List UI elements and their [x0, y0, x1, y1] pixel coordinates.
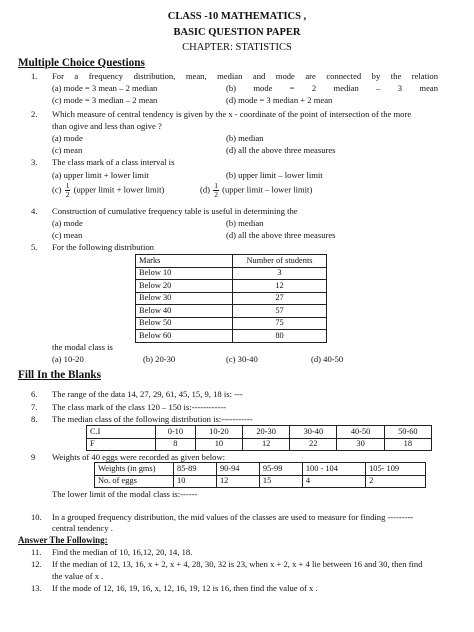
one-half-fraction: $\frac{1}{2}$ — [214, 181, 218, 199]
q3-option-b: (b) upper limit – lower limit — [226, 170, 323, 180]
table-cell: Below 20 — [136, 280, 233, 293]
table-cell: 40-50 — [337, 426, 384, 439]
q1-text: For a frequency distribution, mean, median and mode are connected by the relation — [52, 71, 438, 81]
table-cell: 30 — [337, 438, 384, 451]
table-header: Marks — [136, 255, 233, 268]
q10-text-line1: In a grouped frequency distribution, the mid values of the classes are used to measure for finding --------- — [52, 512, 414, 522]
q11-number: 11. — [31, 547, 42, 557]
table-cell: 10 — [195, 438, 242, 451]
q12-number: 12. — [31, 559, 42, 569]
q5-option-b: (b) 20-30 — [143, 354, 176, 364]
table-cell: 105- 109 — [366, 463, 426, 476]
one-half-fraction: $\frac{1}{2}$ — [65, 181, 70, 199]
q4-option-a: (a) mode — [52, 218, 83, 228]
q5-option-a: (a) 10-20 — [52, 354, 84, 364]
table-cell: Below 30 — [136, 292, 233, 305]
q11-text: Find the median of 10, 16,12, 20, 14, 18. — [52, 547, 193, 557]
table-cell: 0-10 — [156, 426, 196, 439]
table-row — [136, 317, 327, 330]
table-row — [136, 330, 327, 343]
table-cell: Weights (in gms) — [95, 463, 174, 476]
marks-table — [135, 254, 327, 343]
q4-option-d: (d) all the above three measures — [226, 230, 336, 240]
q1-option-b: (b) mode = 2 median – 3 mean — [226, 83, 438, 93]
q9-after-text: The lower limit of the modal class is:------ — [52, 489, 198, 499]
table-header: Number of students — [233, 255, 327, 268]
q5-option-d: (d) 40-50 — [311, 354, 344, 364]
q12-text-line2: the value of x . — [52, 571, 104, 581]
table-row — [136, 267, 327, 280]
q7-number: 7. — [31, 402, 38, 412]
q2-text-line1: Which measure of central tendency is given by the x - coordinate of the point of intersection of the more — [52, 109, 412, 119]
q1-option-c: (c) mode = 3 median – 2 mean — [52, 95, 158, 105]
q2-option-d: (d) all the above three measures — [226, 145, 336, 155]
table-row — [87, 426, 432, 439]
answer-heading: Answer The Following: — [18, 535, 108, 545]
q2-text-line2: than ogive and less than ogive ? — [52, 121, 162, 131]
q1-number: 1. — [31, 71, 38, 81]
q2-option-c: (c) mean — [52, 145, 83, 155]
q3-option-d-text: (upper limit – lower limit) — [222, 184, 313, 195]
table-header-row — [136, 255, 327, 268]
q1-option-a: (a) mode = 3 mean – 2 median — [52, 83, 158, 93]
q5-option-c: (c) 30-40 — [226, 354, 258, 364]
q9-text: Weights of 40 eggs were recorded as given below: — [52, 452, 226, 462]
table-cell: 80 — [233, 330, 327, 343]
table-row — [95, 463, 426, 476]
table-cell: Below 60 — [136, 330, 233, 343]
q8-number: 8. — [31, 414, 38, 424]
table-cell: 22 — [290, 438, 337, 451]
table-cell: 8 — [156, 438, 196, 451]
paper-title: CLASS -10 MATHEMATICS , — [167, 11, 307, 22]
table-cell: 75 — [233, 317, 327, 330]
q5-after-text: the modal class is — [52, 342, 113, 352]
q4-option-c: (c) mean — [52, 230, 83, 240]
table-row — [136, 292, 327, 305]
chapter-title: CHAPTER: STATISTICS — [182, 42, 292, 53]
q6-text: The range of the data 14, 27, 29, 61, 45, 15, 9, 18 is: --- — [52, 389, 243, 399]
table-cell: 3 — [233, 267, 327, 280]
q7-text: The class mark of the class 120 – 150 is:------------ — [52, 402, 226, 412]
table-cell: 2 — [366, 475, 426, 488]
q5-number: 5. — [31, 242, 38, 252]
table-cell: 12 — [243, 438, 290, 451]
table-cell: No. of eggs — [95, 475, 174, 488]
ci-frequency-table — [86, 425, 432, 451]
q5-text: For the following distribution — [52, 242, 154, 252]
table-cell: F — [87, 438, 156, 451]
table-cell: 15 — [259, 475, 302, 488]
table-row — [136, 305, 327, 318]
q12-text-line1: If the median of 12, 13, 16, x + 2, x + 4, 28, 30, 32 is 23, when x + 2, x + 4 lie between 16 and 30, then find — [52, 559, 423, 569]
table-cell: 95-99 — [259, 463, 302, 476]
table-cell: 4 — [302, 475, 365, 488]
q3-option-d-label: (d) — [200, 184, 211, 195]
q13-text: If the mode of 12, 16, 19, 16, x, 12, 16, 19, 12 is 16, then find the value of x . — [52, 583, 318, 593]
q6-number: 6. — [31, 389, 38, 399]
q8-text: The median class of the following distribution is:----------- — [52, 414, 253, 424]
q10-text-line2: central tendency . — [52, 523, 113, 533]
paper-subtitle: BASIC QUESTION PAPER — [173, 27, 301, 38]
table-cell: Below 10 — [136, 267, 233, 280]
table-cell: 10-20 — [195, 426, 242, 439]
q3-option-a: (a) upper limit + lower limit — [52, 170, 149, 180]
q3-number: 3. — [31, 157, 38, 167]
q3-text: The class mark of a class interval is — [52, 157, 175, 167]
table-cell: 18 — [384, 438, 431, 451]
q2-option-a: (a) mode — [52, 133, 83, 143]
q4-option-b: (b) median — [226, 218, 264, 228]
table-cell: Below 40 — [136, 305, 233, 318]
table-cell: Below 50 — [136, 317, 233, 330]
table-cell: 20-30 — [243, 426, 290, 439]
q13-number: 13. — [31, 583, 42, 593]
table-cell: 10 — [174, 475, 217, 488]
q9-number: 9 — [31, 452, 36, 462]
q2-option-b: (b) median — [226, 133, 264, 143]
table-cell: 30-40 — [290, 426, 337, 439]
q3-option-c-label: (c) — [52, 184, 62, 195]
q4-number: 4. — [31, 206, 38, 216]
table-cell: 50-60 — [384, 426, 431, 439]
table-row — [87, 438, 432, 451]
q2-number: 2. — [31, 109, 38, 119]
table-row — [136, 280, 327, 293]
q3-option-c-text: (upper limit + lower limit) — [73, 184, 165, 195]
q4-text: Construction of cumulative frequency table is useful in determining the — [52, 206, 298, 216]
eggs-weight-table — [94, 462, 426, 488]
table-cell: 12 — [233, 280, 327, 293]
mcq-heading: Multiple Choice Questions — [18, 57, 145, 69]
table-cell: C.I — [87, 426, 156, 439]
blanks-heading: Fill In the Blanks — [18, 369, 101, 381]
table-cell: 85-89 — [174, 463, 217, 476]
q3-option-c — [52, 182, 164, 199]
table-cell: 12 — [216, 475, 259, 488]
table-cell: 100 - 104 — [302, 463, 365, 476]
table-cell: 90-94 — [216, 463, 259, 476]
table-cell: 57 — [233, 305, 327, 318]
q1-option-d: (d) mode = 3 median + 2 mean — [226, 95, 333, 105]
q3-option-d — [200, 182, 312, 199]
table-cell: 27 — [233, 292, 327, 305]
table-row — [95, 475, 426, 488]
q10-number: 10. — [31, 512, 42, 522]
